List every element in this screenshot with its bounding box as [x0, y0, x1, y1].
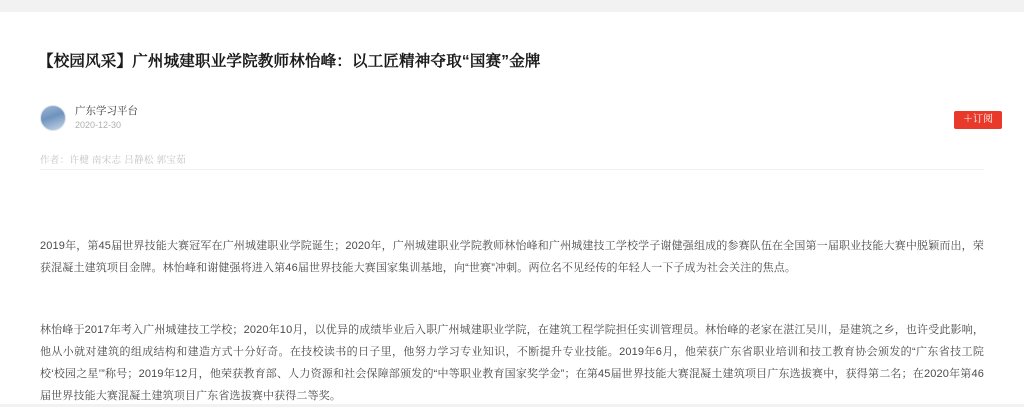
author-name[interactable]: 广东学习平台 — [75, 105, 138, 117]
publish-date: 2020-12-30 — [75, 120, 122, 130]
avatar — [40, 105, 66, 131]
article-credits: 作者：许楗 南宋志 吕静松 郭宝茹 — [40, 155, 187, 166]
page-title: 【校园风采】广州城建职业学院教师林怡峰：以工匠精神夺取“国赛”金牌 — [38, 53, 541, 71]
author-meta — [75, 104, 138, 132]
subscribe-button[interactable]: ＋订阅 — [954, 111, 1002, 129]
article-paragraph: 2019年，第45届世界技能大赛冠军在广州城建职业学院诞生；2020年，广州城建职业学院教师林怡峰和广州城建技工学校学子谢健强组成的参赛队伍在全国第一届职业技能大赛中脱颖而出，荣获混凝土建筑项目金牌。林怡峰和谢健强将进入第46届世界技能大赛国家集训基地，向“世赛”冲刺。两位名不见经传的年轻人一下子成为社会关注的焦点。 — [40, 240, 984, 274]
article-card — [0, 12, 1024, 404]
article-paragraph: 林怡峰于2017年考入广州城建技工学校；2020年10月，以优异的成绩毕业后入职广州城建职业学院，在建筑工程学院担任实训管理员。林怡峰的老家在湛江吴川，是建筑之乡，也许受此影响，他从小就对建筑的组成结构和建造方式十分好奇。在技校读书的日子里，他努力学习专业知识，不断提升专业技能。2019年6月，他荣获广东省职业培训和技工教育协会颁发的“广东省技工院校‘校园之星’”称号；2019年12月，他荣获教育部、人力资源和社会保障部颁发的“中等职业教育国家奖学金”；在第45届世界技能大赛混凝土建筑项目广东选拔赛中，获得第二名；在2020年第46届世界技能大赛混凝土建筑项目广东省选拔赛中获得二等奖。 — [40, 324, 984, 402]
header-divider — [40, 169, 984, 170]
author-row[interactable] — [40, 104, 138, 132]
